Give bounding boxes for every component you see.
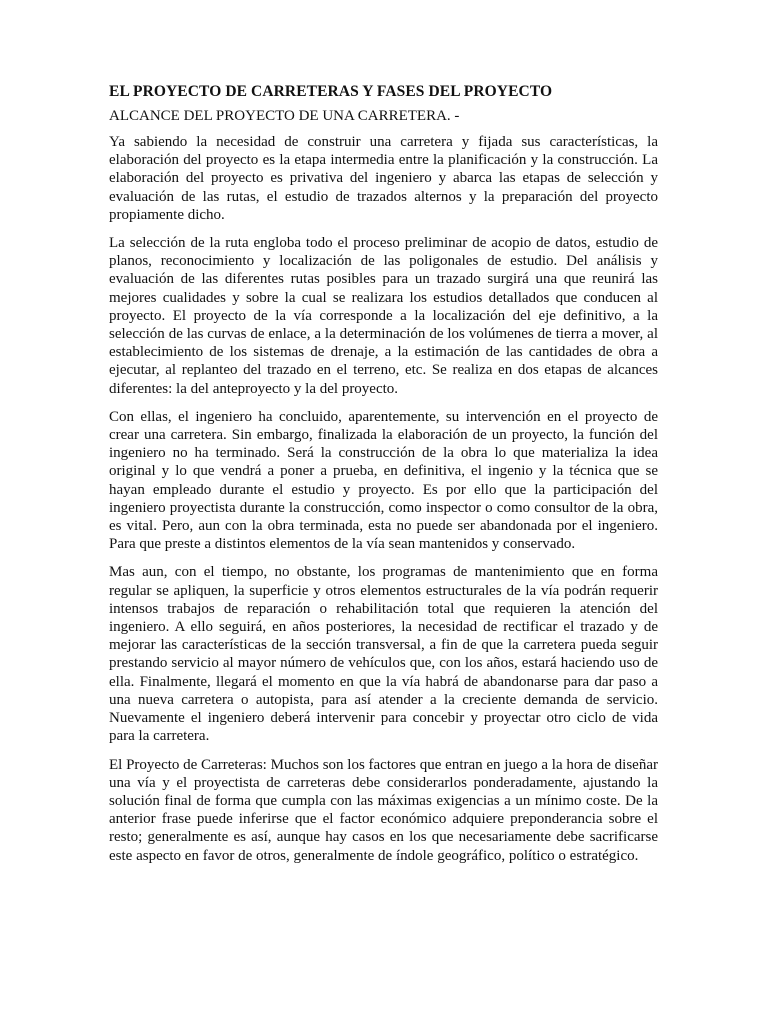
- document-title: EL PROYECTO DE CARRETERAS Y FASES DEL PROYECTO: [109, 83, 553, 100]
- paragraph-5: El Proyecto de Carreteras: Muchos son los factores que entran en juego a la hora de diseñar una vía y el proyectista de carreteras debe considerarlos ponderadamente, ajustando la solución final de forma que cumpla con las máximas exigencias a un mínimo coste. De la anterior frase puede inferirse que el factor económico adquiere preponderancia sobre el resto; generalmente es así, aunque hay casos en los que necesariamente debe sacrificarse este aspecto en favor de otros, generalmente de índole geográfico, político o estratégico.: [109, 756, 658, 864]
- paragraph-4: Mas aun, con el tiempo, no obstante, los programas de mantenimiento que en forma regular se apliquen, la superficie y otros elementos estructurales de la vía podrán requerir intensos trabajos de reparación o rehabilitación total que requieren la atención del ingeniero. A ello seguirá, en años posteriores, la necesidad de rectificar el trazado y de mejorar las características de la sección transversal, a fin de que la carretera pueda seguir prestando servicio al mayor número de vehículos que, con los años, estará haciendo uso de ella. Finalmente, llegará el momento en que la vía habrá de abandonarse para dar paso a una nueva carretera o autopista, para así atender a la creciente demanda de servicio. Nuevamente el ingeniero deberá intervenir para concebir y proyectar otro ciclo de vida para la carretera.: [109, 564, 658, 745]
- paragraph-3: Con ellas, el ingeniero ha concluido, aparentemente, su intervención en el proyecto de crear una carretera. Sin embargo, finalizada la elaboración de un proyecto, la función del ingeniero no ha terminado. Será la construcción de la obra lo que materializa la idea original y lo que vendrá a poner a prueba, en definitiva, el ingenio y la técnica que se hayan empleado durante el estudio y proyecto. Es por ello que la participación del ingeniero proyectista durante la construcción, como inspector o como consultor de la obra, es vital. Pero, aun con la obra terminada, esta no puede ser abandonada por el ingeniero. Para que preste a distintos elementos de la vía sean mantenidos y conservado.: [109, 408, 658, 553]
- paragraph-1: Ya sabiendo la necesidad de construir una carretera y fijada sus características, la elaboración del proyecto es la etapa intermedia entre la planificación y la construcción. La elaboración del proyecto es privativa del ingeniero y abarca las etapas de selección y evaluación de las rutas, el estudio de trazados alternos y la preparación del proyecto propiamente dicho.: [109, 134, 658, 223]
- document-page: [109, 82, 658, 875]
- paragraph-2: La selección de la ruta engloba todo el proceso preliminar de acopio de datos, estudio de planos, reconocimiento y localización de las poligonales de estudio. Del análisis y evaluación de las diferentes rutas posibles para un trazado surgirá una que reunirá las mejores cualidades y sobre la cual se realizara los estudios detallados que conducen al proyecto. El proyecto de la vía corresponde a la localización del eje definitivo, a la selección de las curvas de enlace, a la determinación de los volúmenes de tierra a mover, al establecimiento de los sistemas de drenaje, a la estimación de las cantidades de obra a ejecutar, al replanteo del trazado en el terreno, etc. Se realiza en dos etapas de alcances diferentes: la del anteproyecto y la del proyecto.: [109, 235, 658, 397]
- section-subtitle: ALCANCE DEL PROYECTO DE UNA CARRETERA. -: [109, 108, 460, 124]
